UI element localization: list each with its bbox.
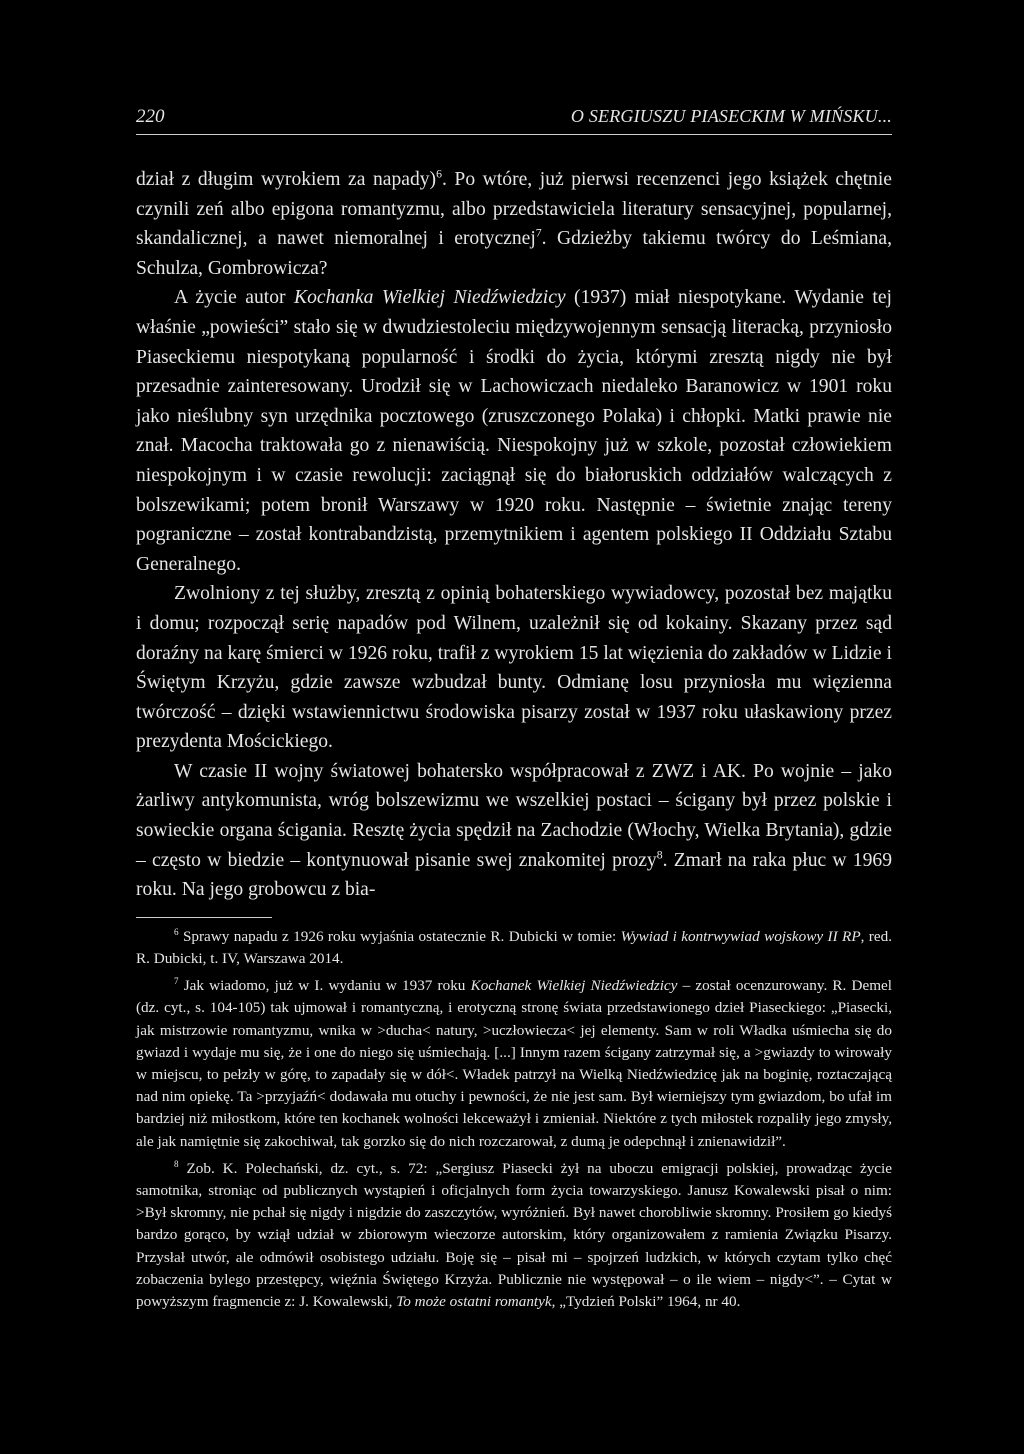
text-span: . Po wtóre, już pierwsi recenzenci jego książek chętnie czynili zeń albo epigona romantyzmu, albo przedstawiciela literatury sensacyjnej, popularnej, skandalicznej, a nawet niemoralnej i erotycznej <box>136 169 892 250</box>
footnote-6 <box>136 926 892 970</box>
page-number: 220 <box>136 106 165 127</box>
book-title: Kochanka Wielkiej Niedźwiedzicy <box>294 287 566 309</box>
footnote-7 <box>136 975 892 1153</box>
text-span: Sprawy napadu z 1926 roku wyjaśnia ostatecznie R. Dubicki w tomie: <box>178 927 621 945</box>
cited-title: Wywiad i kontrwywiad wojskowy II RP <box>620 927 861 945</box>
footnote-ref-8: 8 <box>656 848 663 862</box>
text-span: (1937) miał niespotykane. Wydanie tej właśnie „powieści” stało się w dwudziestoleciu międzywojennym sensacją literacką, przyniosło Piaseckiemu niespotykaną popularność i środki do życia, którymi zresztą nigdy nie był przesadnie zainteresowany. Urodził się w Lachowiczach niedaleko Baranowicz w 1901 roku jako nieślubny syn urzędnika pocztowego (zruszczonego Polaka) i chłopki. Matki prawie nie znał. Macocha traktowała go z nienawiścią. Niespokojny już w szkole, pozostał człowiekiem niespokojnym i w czasie rewolucji: zaciągnął się do białoruskich oddziałów walczących z bolszewikami; potem bronił Warszawy w 1920 roku. Następnie – świetnie znając tereny pograniczne – został kontrabandzistą, przemytnikiem i agentem polskiego II Oddziału Sztabu Generalnego. <box>136 287 892 575</box>
cited-title: To może ostatni romantyk <box>396 1293 552 1311</box>
footnote-8 <box>136 1158 892 1313</box>
paragraph-3: Zwolniony z tej służby, zresztą z opinią bohaterskiego wywiadowcy, pozostał bez majątku i domu; rozpoczął serię napadów pod Wilnem, uzależnił się od kokainy. Skazany przez sąd doraźny na karę śmierci w 1926 roku, trafił z wyrokiem 15 lat więzienia do zakładów w Lidzie i Świętym Krzyżu, gdzie zawsze wzbudzał bunty. Odmianę losu przyniosła mu więzienna twórczość – dzięki wstawiennictwu środowiska pisarzy został w 1937 roku ułaskawiony przez prezydenta Mościckiego. <box>136 583 892 753</box>
main-text <box>136 165 892 905</box>
text-span: Zob. K. Polechański, dz. cyt., s. 72: „Sergiusz Piasecki żył na uboczu emigracji polskiej, prowadząc życie samotnika, stroniąc od publicznych wystąpień i oficjalnych form życia towarzyskiego. Janusz Kowalewski pisał o nim: >Był skromny, nie pchał się nigdy i nigdzie do zaszczytów, wyróżnień. Był nawet chorobliwie skromny. Prosiłem go kiedyś bardzo gorąco, by wziął udział w zbiorowym wieczorze autorskim, który organizowałem z ramienia Związku Pisarzy. Przysłał utwór, ale odmówił osobistego udziału. Boję się – pisał mi – spojrzeń ludzkich, w których czytam tylko chęć zobaczenia bylego przestępcy, więźnia Świętego Krzyża. Publicznie nie występował – o ile wiem – nigdy<”. – Cytat w powyższym fragmencie z: J. Kowalewski, <box>136 1159 892 1311</box>
cited-title: Kochanek Wielkiej Niedźwiedzicy <box>470 977 678 995</box>
paragraph-1 <box>136 165 892 283</box>
footnote-number: 6 <box>174 926 179 937</box>
text-span: . Gdzieżby takiemu twórcy do Leśmiana, Schulza, Gombrowicza? <box>136 228 892 279</box>
running-title: O SERGIUSZU PIASECKIM W MIŃSKU... <box>570 106 892 126</box>
text-span: . Zmarł na raka płuc w 1969 roku. Na jego grobowcu z bia- <box>136 849 892 901</box>
paragraph-2 <box>136 283 892 579</box>
footnote-number: 7 <box>174 976 179 987</box>
footnote-ref-6: 6 <box>436 167 442 181</box>
footnote-divider <box>136 917 272 918</box>
text-span: A życie autor <box>174 287 295 309</box>
text-span: , red. R. Dubicki, t. IV, Warszawa 2014. <box>136 927 892 968</box>
page-header <box>136 106 892 135</box>
text-span: dział z długim wyrokiem za napady) <box>136 169 437 190</box>
book-page <box>136 106 892 1318</box>
paragraph-4 <box>136 757 892 905</box>
footnote-ref-7: 7 <box>535 226 542 240</box>
footnote-number: 8 <box>174 1158 179 1169</box>
footnotes <box>136 926 892 1313</box>
text-span: , „Tydzień Polski” 1964, nr 40. <box>551 1293 741 1311</box>
text-span: – został ocenzurowany. R. Demel (dz. cyt., s. 104-105) tak ujmował i romantyczną, i erotyczną stronę świata przedstawionego dzieł Piaseckiego: „Piasecki, jak mistrzowie romantyzmu, wnika w >ducha< natury, >uczłowiecza< jej elementy. Sam w roli Władka uśmiecha się do gwiazd i wydaje mu się, że i one do niego się uśmiechają. [...] Innym razem ścigany zatrzymał się, a >gwiazdy to wirowały w miejscu, to pełzły w górę, to zapadały się w dół<. Władek patrzył na Wielką Niedźwiedzicę jak na boginię, roztaczającą nad nim opiekę. Ta >przyjaźń< dodawała mu otuchy i pewności, że nie jest sam. Był wierniejszy tym gwiazdom, bo ufał im bardziej niż miłostkom, które ten kochanek wolności lekceważył i zmieniał. Niektóre z tych miłostek rozpaliły jego zmysły, ale jak namiętnie się zakochiwał, tak gorzko się do nich rozczarował, z dumą je odepchnął i znienawidził”. <box>136 977 892 1150</box>
text-span: W czasie II wojny światowej bohatersko współpracował z ZWZ i AK. Po wojnie – jako żarliwy antykomunista, wróg bolszewizmu we wszelkiej postaci – ścigany był przez polskie i sowieckie organa ścigania. Resztę życia spędził na Zachodzie (Włochy, Wielka Brytania), gdzie – często w biedzie – kontynuował pisanie swej znakomitej prozy <box>136 760 892 871</box>
text-span: Jak wiadomo, już w I. wydaniu w 1937 roku <box>178 977 471 995</box>
